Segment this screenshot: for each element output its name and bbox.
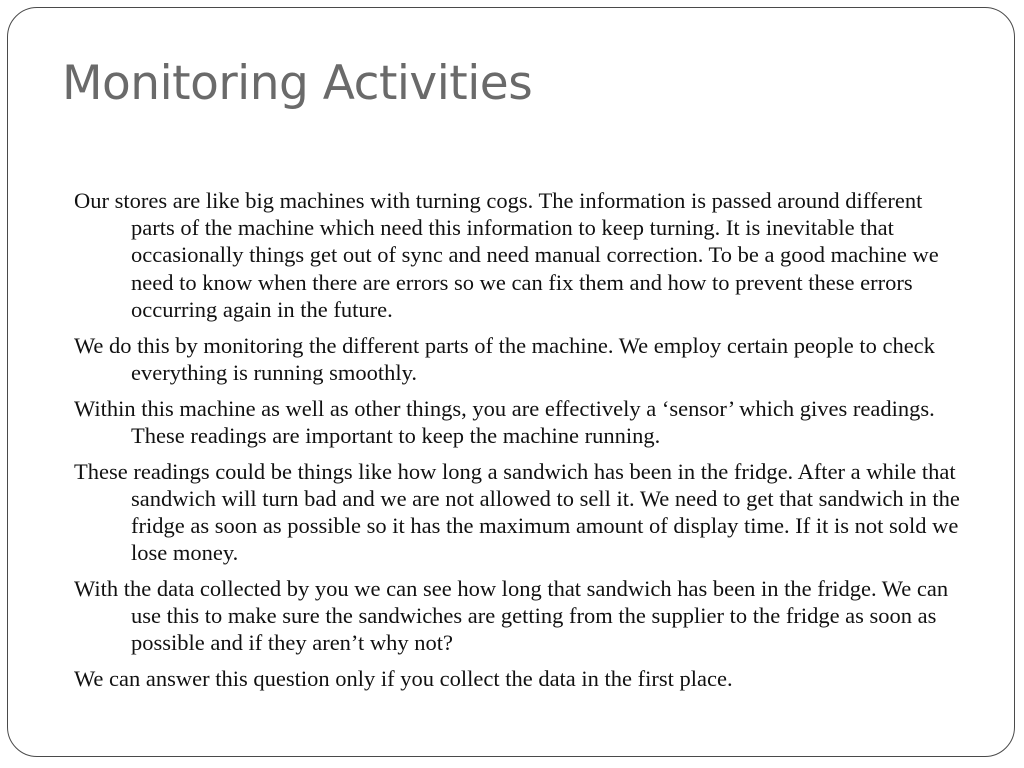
paragraph: We do this by monitoring the different parts of the machine. We employ certain people to check everything is running smoothly. — [74, 332, 935, 385]
slide-title: Monitoring Activities — [62, 56, 533, 111]
paragraph: Within this machine as well as other things, you are effectively a ‘sensor’ which gives readings. These readings are important to keep the machine running. — [74, 395, 935, 448]
paragraph: With the data collected by you we can see how long that sandwich has been in the fridge. We can use this to make sure the sandwiches are getting from the supplier to the fridge as soon as possible and if they aren’t why not? — [74, 576, 949, 656]
paragraph: Our stores are like big machines with turning cogs. The information is passed around different parts of the machine which need this information to keep turning. It is inevitable that occasionally things get out of sync and need manual correction. To be a good machine we need to know when there are errors so we can fix them and how to prevent these errors occurring again in the future. — [74, 188, 939, 322]
slide-body — [74, 187, 966, 701]
paragraph: These readings could be things like how long a sandwich has been in the fridge. After a while that sandwich will turn bad and we are not allowed to sell it. We need to get that sandwich in the fridge as soon as possible so it has the maximum amount of display time. If it is not sold we lose money. — [74, 458, 960, 566]
paragraph: We can answer this question only if you collect the data in the first place. — [74, 666, 733, 692]
